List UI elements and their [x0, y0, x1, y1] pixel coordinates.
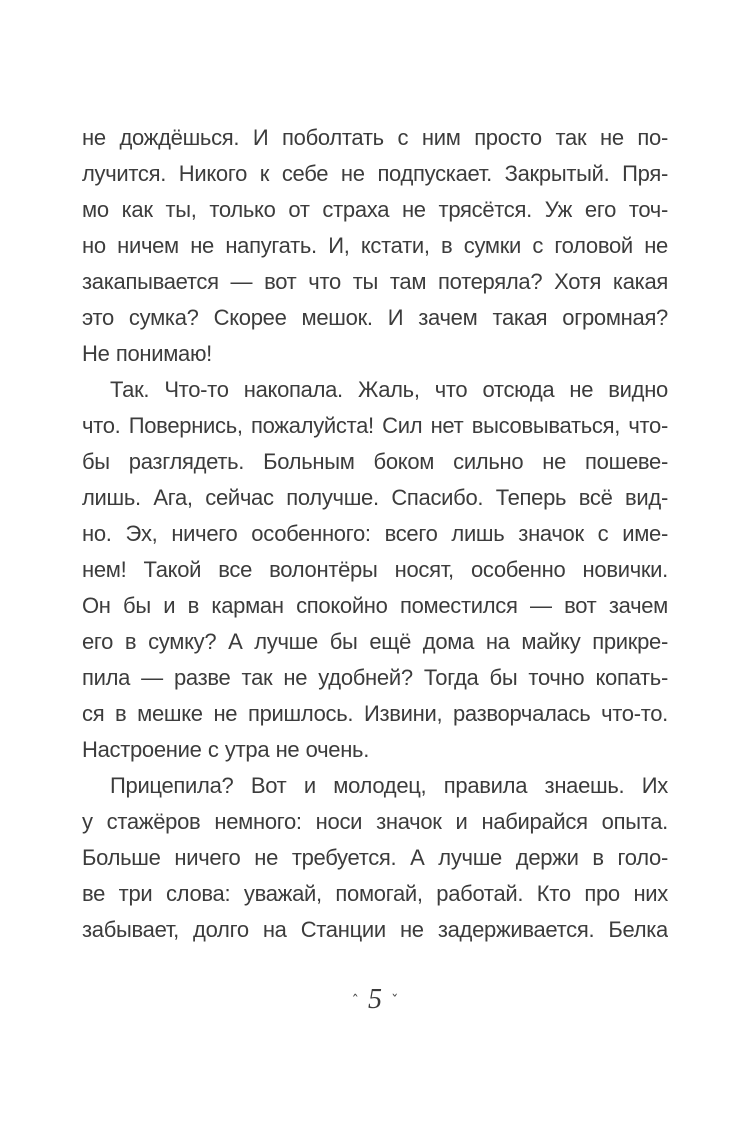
page-footer: [0, 986, 750, 1014]
text-line: что. Повернись, пожалуйста! Сил нет высовываться, что-: [82, 413, 668, 438]
text-line: закапывается — вот что ты там потеряла? Хотя какая: [82, 269, 668, 294]
text-line: это сумка? Скорее мешок. И зачем такая огромная?: [82, 305, 668, 330]
text-line: но. Эх, ничего особенного: всего лишь значок с име-: [82, 521, 668, 546]
text-line: пила — разве так не удобней? Тогда бы точно копать-: [82, 665, 668, 690]
folio-right-ornament-icon: ˇ: [391, 991, 399, 1010]
text-line: Не понимаю!: [82, 341, 212, 366]
text-line: у стажёров немного: носи значок и набирайся опыта.: [82, 809, 668, 834]
page-number: 5: [368, 984, 382, 1015]
text-line: ся в мешке не пришлось. Извини, разворчалась что-то.: [82, 701, 668, 726]
text-line: его в сумку? А лучше бы ещё дома на майку прикре-: [82, 629, 668, 654]
text-line: Прицепила? Вот и молодец, правила знаешь. Их: [110, 773, 668, 798]
paragraph: [82, 120, 668, 372]
text-line: нем! Такой все волонтёры носят, особенно новички.: [82, 557, 668, 582]
text-line: Он бы и в карман спокойно поместился — вот зачем: [82, 593, 668, 618]
paragraph: [82, 372, 668, 768]
folio-left-ornament-icon: ˆ: [351, 991, 359, 1010]
text-line: лучится. Никого к себе не подпускает. Закрытый. Пря-: [82, 161, 668, 186]
text-line: Так. Что-то накопала. Жаль, что отсюда не видно: [110, 377, 668, 402]
text-line: забывает, долго на Станции не задерживается. Белка: [82, 917, 668, 942]
text-line: бы разглядеть. Больным боком сильно не пошеве-: [82, 449, 668, 474]
text-line: ве три слова: уважай, помогай, работай. Кто про них: [82, 881, 668, 906]
paragraph: [82, 768, 668, 948]
text-line: лишь. Ага, сейчас получше. Спасибо. Теперь всё вид-: [82, 485, 668, 510]
text-line: мо как ты, только от страха не трясётся. Уж его точ-: [82, 197, 668, 222]
body-text: [82, 120, 668, 948]
text-line: но ничем не напугать. И, кстати, в сумки с головой не: [82, 233, 668, 258]
text-line: Настроение с утра не очень.: [82, 737, 370, 762]
text-line: Больше ничего не требуется. А лучше держи в голо-: [82, 845, 668, 870]
text-line: не дождёшься. И поболтать с ним просто так не по-: [82, 125, 668, 150]
